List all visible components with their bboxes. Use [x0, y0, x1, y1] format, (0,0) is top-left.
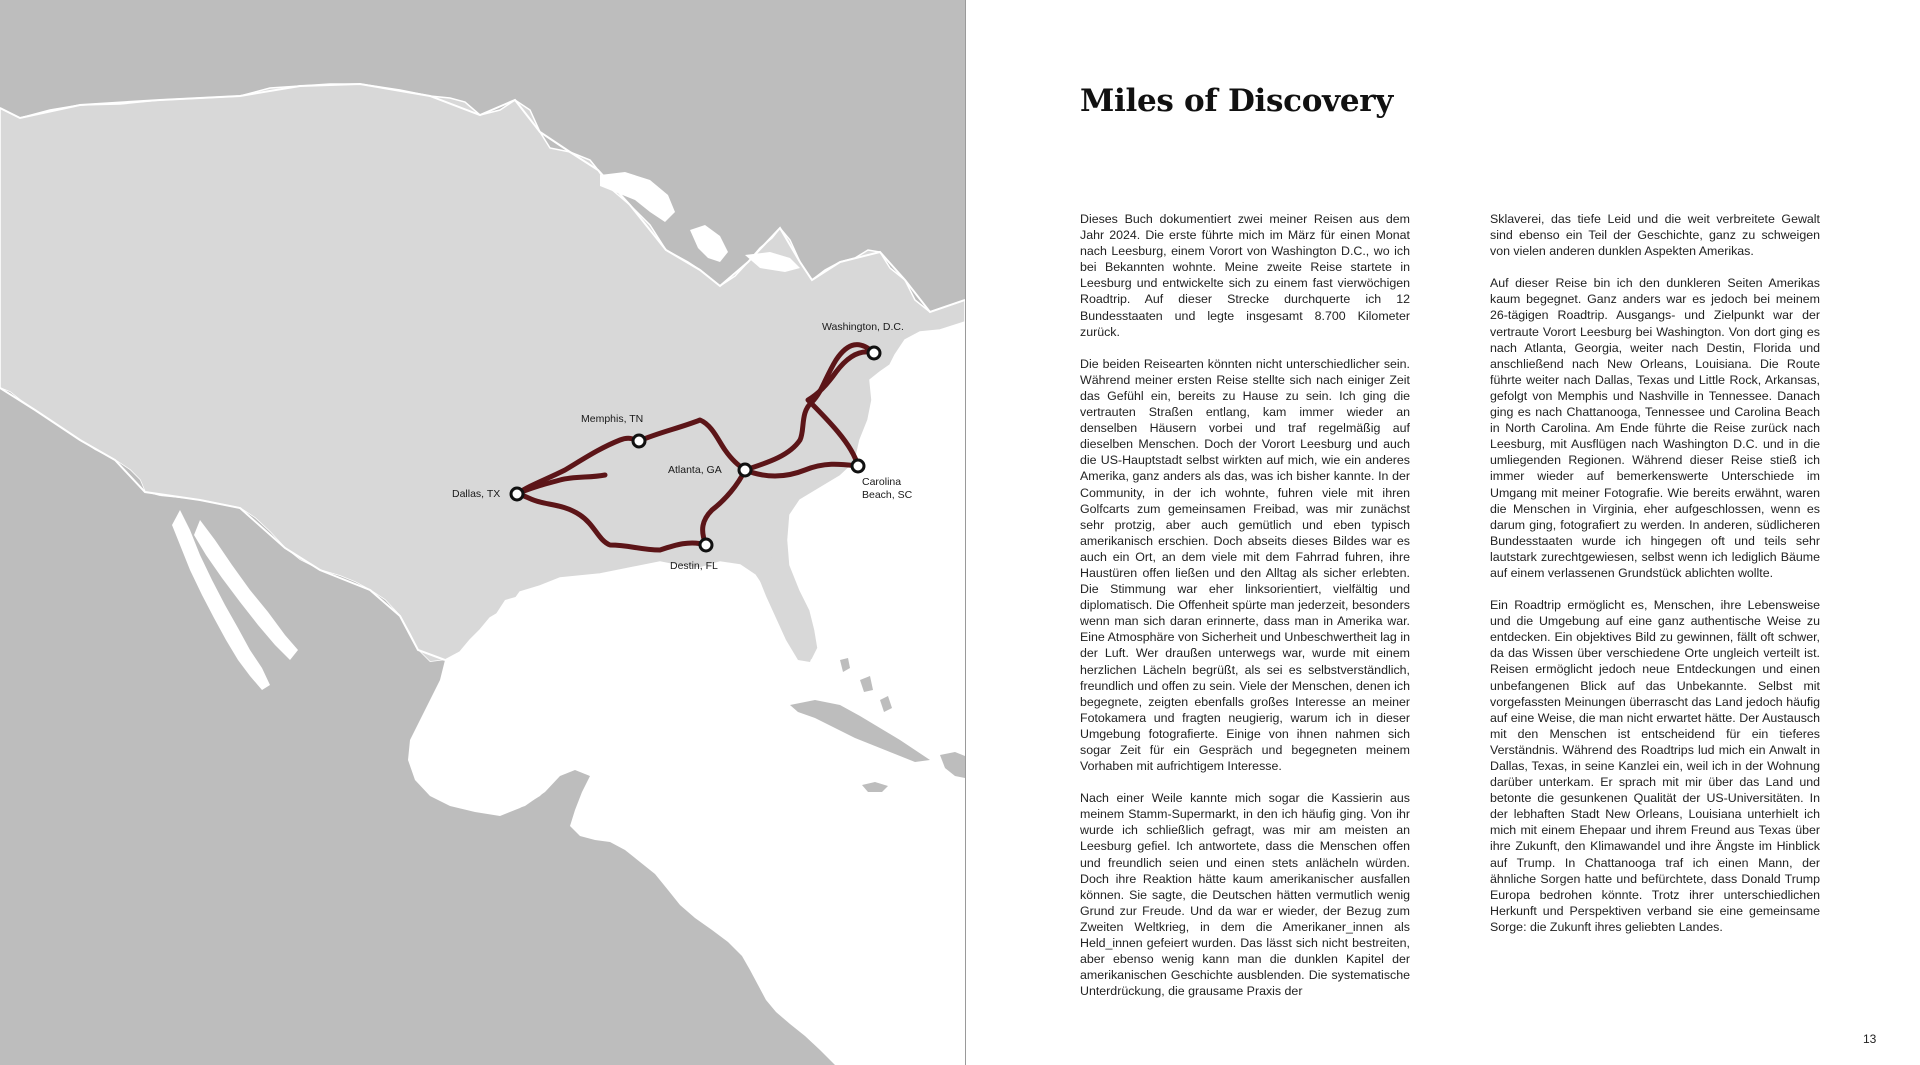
- marker-carolina-beach: [852, 460, 864, 472]
- marker-washington: [868, 347, 880, 359]
- label-carolina-beach-line2: Beach, SC: [862, 489, 913, 501]
- text-column-left: [1080, 211, 1410, 1015]
- page-title: Miles of Discovery: [1080, 83, 1393, 119]
- label-atlanta: Atlanta, GA: [668, 464, 722, 476]
- page-number: 13: [1863, 1032, 1877, 1046]
- bahamas-islands: [840, 658, 892, 712]
- cuba-island: [790, 700, 930, 762]
- marker-destin: [700, 539, 712, 551]
- paragraph: Die beiden Reisearten könnten nicht unterschiedlicher sein. Während meiner ersten Reise stellte sich nach einiger Zeit das Gefühl ein, bereits zu Hause zu sein. Ich ging die vertrauten Straßen entlang, kam immer wieder an denselben Häusern vorbei und traf regelmäßig auf dieselben Menschen. Doch der Vorort Leesburg und auch die US-Hauptstadt selbst wirkten auf mich, wie ein anderes Amerika, ganz anders als das, was ich bisher kannte. In der Community, in der ich wohnte, fuhren viele mit ihren Golfcarts zum gemeinsamen Freibad, was mir zunächst sehr protzig, aber auch gemütlich und eben typisch amerikanisch erschien. Doch abseits dieses Bildes war es auch ein Ort, an dem viele mit dem Fahrrad fuhren, ihre Haustüren offen ließen und den Alltag als sicher erlebten. Die Stimmung war eher linksorientiert, vielfältig und diplomatisch. Die Offenheit spürte man jederzeit, besonders wenn man sich daran erinnerte, dass man in Amerika war. Eine Atmosphäre von Sicherheit und Unbeschwertheit lag in der Luft. Wer draußen unterwegs war, wurde mit einem herzlichen Lächeln begrüßt, als sei es selbstverständlich, freundlich und offen zu sein. Viele der Menschen, denen ich begegnete, zeigten ebenfalls großes Interesse an meiner Fotokamera und fragten neugierig, warum ich in dieser Umgebung fotografierte. Einige von ihnen nahmen sich sogar Zeit für ein Gespräch und begegneten meinem Vorhaben mit aufrichtigem Interesse.: [1080, 356, 1410, 774]
- label-washington: Washington, D.C.: [822, 321, 904, 333]
- marker-atlanta: [739, 464, 751, 476]
- label-dallas: Dallas, TX: [452, 488, 501, 500]
- text-page: [966, 0, 1920, 1065]
- label-memphis: Memphis, TN: [581, 413, 644, 425]
- label-carolina-beach-line1: Carolina: [862, 476, 902, 488]
- text-column-right: [1490, 211, 1820, 951]
- paragraph: Ein Roadtrip ermöglicht es, Menschen, ihre Lebensweise und die Umgebung auf eine ganz authentische Weise zu entdecken. Ein objektives Bild zu gewinnen, fällt oft schwer, da das Wissen über verschiedene Orte ungleich verteilt ist. Reisen ermöglicht jedoch neue Entdeckungen und einen unbefangenen Blick auf das Unbekannte. Selbst mit vorgefassten Meinungen überrascht das Land jedoch häufig auf eine Weise, die man nicht erwartet hätte. Der Austausch mit den Menschen ist entscheidend für ein tieferes Verständnis. Während des Roadtrips lud mich ein Anwalt in Dallas, Texas, in seine Kanzlei ein, weil ich in der Wohnung darüber unterkam. Er sprach mit mir über das Land und betonte die gesunkenen Qualität der US-Universitäten. In der lebhaften Stadt New Orleans, Louisiana unterhielt ich mich mit einem Ehepaar und ihrem Freund aus Texas über ihre Zukunft, den Klimawandel und ihre Ängste im Hinblick auf Trump. In Chattanooga traf ich einen Mann, der ähnliche Sorgen hatte und befürchtete, dass Donald Trump Europa bedrohen könnte. Trotz ihrer unterschiedlichen Herkunft und Perspektiven verband sie eine gemeinsame Sorge: die Zukunft ihres geliebten Landes.: [1490, 598, 1820, 934]
- paragraph: Auf dieser Reise bin ich den dunkleren Seiten Amerikas kaum begegnet. Ganz anders war es jedoch bei meinem 26-tägigen Roadtrip. Ausgangs- und Zielpunkt war der vertraute Vorort Leesburg bei Washington. Von dort ging es nach Atlanta, Georgia, weiter nach Destin, Florida und anschließend nach New Orleans, Louisiana. Die Route führte weiter nach Dallas, Texas und Little Rock, Arkansas, gefolgt von Memphis und Nashville in Tennessee. Danach ging es nach Chattanooga, Tennessee und Carolina Beach in North Carolina. Am Ende führte die Reise zurück nach Leesburg, mit Ausflügen nach Washington D.C. und in die umliegenden Regionen. Während dieser Reise stieß ich immer wieder auf bemerkenswerte Unterschiede im Umgang mit meiner Fotografie. Wie bereits erwähnt, waren die Menschen in Virginia, eher aufgeschlossen, wenn es darum ging, fotografiert zu werden. In anderen, südlicheren Bundesstaaten wurde ich hingegen oft und teils sehr lautstark zurechtgewiesen, selbst wenn ich lediglich Bäume auf einem verlassenen Grundstück ablichten wollte.: [1490, 276, 1820, 580]
- label-destin: Destin, FL: [670, 560, 718, 572]
- paragraph: Nach einer Weile kannte mich sogar die Kassierin aus meinem Stamm-Supermarkt, in den ich häufig ging. Von ihr wurde ich schließlich gefragt, was mir am meisten an Leesburg gefiel. Ich antwortete, dass die Menschen offen und freundlich seien und einen stets anlächeln würden. Doch ihre Reaktion hätte kaum amerikanischer ausfallen können. Sie sagte, die Deutschen hätten vermutlich wenig Grund zur Freude. Und da war er wieder, der Bezug zum Zweiten Weltkrieg, in dem die Amerikaner_innen als Held_innen gefeiert wurden. Das lässt sich nicht bestreiten, aber ebenso wenig kann man die dunklen Kapitel der amerikanischen Geschichte ausblenden. Die systematische Unterdrückung, die grausame Praxis der: [1080, 791, 1410, 999]
- marker-dallas: [511, 488, 523, 500]
- jamaica-island: [862, 782, 888, 792]
- paragraph: Dieses Buch dokumentiert zwei meiner Reisen aus dem Jahr 2024. Die erste führte mich im März für einen Monat nach Leesburg, einem Vorort von Washington D.C., wo ich bei Bekannten wohnte. Meine zweite Reise startete in Leesburg und entwickelte sich zu einem fast vierwöchigen Roadtrip. Auf dieser Strecke durchquerte ich 12 Bundesstaaten und legte insgesamt 8.700 Kilometer zurück.: [1080, 212, 1410, 339]
- marker-memphis: [633, 435, 645, 447]
- hispaniola-island: [940, 752, 965, 778]
- paragraph: Sklaverei, das tiefe Leid und die weit verbreitete Gewalt sind ebenso ein Teil der Geschichte, ganz zu schweigen von vielen anderen dunklen Aspekten Amerikas.: [1490, 212, 1820, 259]
